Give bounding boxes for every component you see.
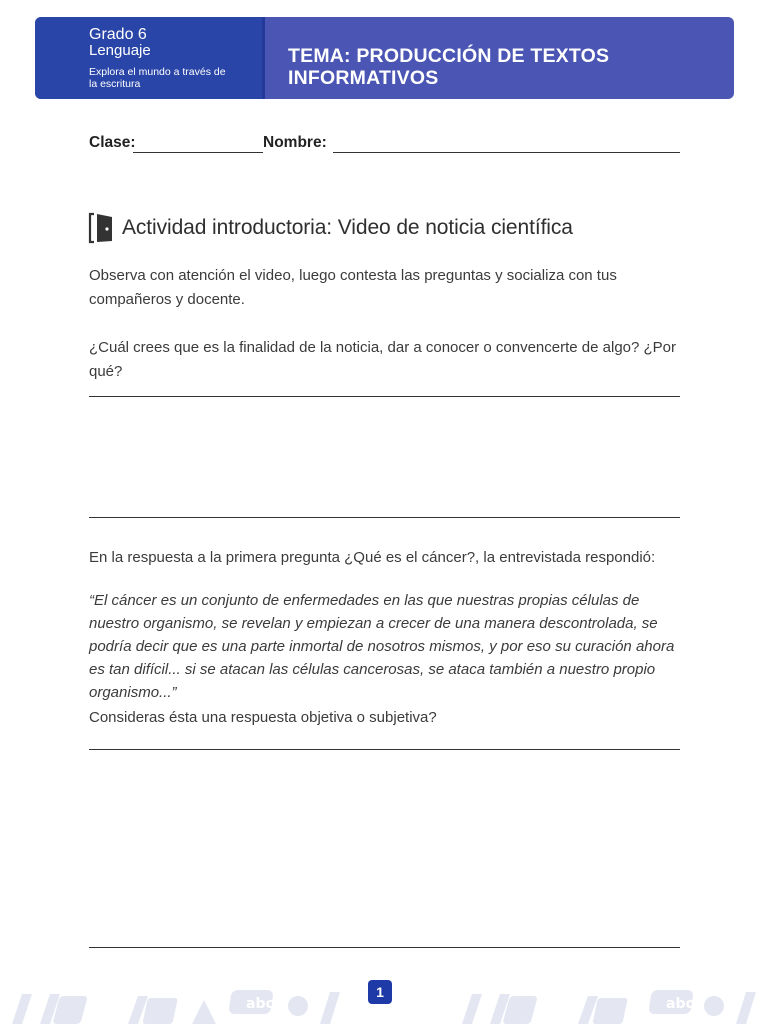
student-fields	[89, 134, 681, 156]
header-banner	[35, 17, 734, 99]
tagline: Explora el mundo a través de la escritura	[89, 66, 226, 90]
instructions-text: Observa con atención el video, luego contesta las preguntas y socializa con tus compañeros y docente.	[89, 267, 617, 308]
answer-line-1b[interactable]	[89, 517, 680, 518]
name-label: Nombre:	[263, 134, 327, 151]
answer-line-2a[interactable]	[89, 749, 680, 750]
door-icon	[88, 212, 114, 244]
answer-line-2b[interactable]	[89, 947, 680, 948]
question-1: ¿Cuál crees que es la finalidad de la noticia, dar a conocer o convencerte de algo? ¿Por qué?	[89, 339, 677, 380]
header-subject-panel	[35, 17, 265, 99]
class-label: Clase:	[89, 134, 136, 151]
class-line[interactable]	[133, 152, 263, 153]
answer-line-1a[interactable]	[89, 396, 680, 397]
grade-label: Grado 6	[89, 26, 147, 43]
subject-label: Lenguaje	[89, 42, 151, 59]
question-2-intro: En la respuesta a la primera pregunta ¿Qué es el cáncer?, la entrevistada respondió:	[89, 549, 656, 566]
name-line[interactable]	[333, 152, 680, 153]
deco-abc-right: abc	[666, 996, 694, 1012]
page-number-badge: 1	[368, 980, 392, 1004]
deco-abc-left: abc	[246, 996, 274, 1012]
interview-quote: “El cáncer es un conjunto de enfermedades en las que nuestras propias células de nuestro organismo, se revelan y empiezan a crecer de una manera descontrolada, se podría decir que es una parte inmortal de nosotros mismos, y por eso su curación ahora es tan difícil... si se atacan las células cancerosas, se ataca también a nuestro propio organismo...”	[89, 592, 675, 701]
activity-title: Actividad introductoria: Video de noticia científica	[122, 216, 573, 239]
topic-title-line2: INFORMATIVOS	[288, 67, 439, 89]
topic-title-line1: TEMA: PRODUCCIÓN DE TEXTOS	[288, 45, 610, 67]
activity-heading	[88, 211, 573, 245]
header-topic-panel	[265, 17, 734, 99]
question-2: Consideras ésta una respuesta objetiva o subjetiva?	[89, 709, 437, 726]
